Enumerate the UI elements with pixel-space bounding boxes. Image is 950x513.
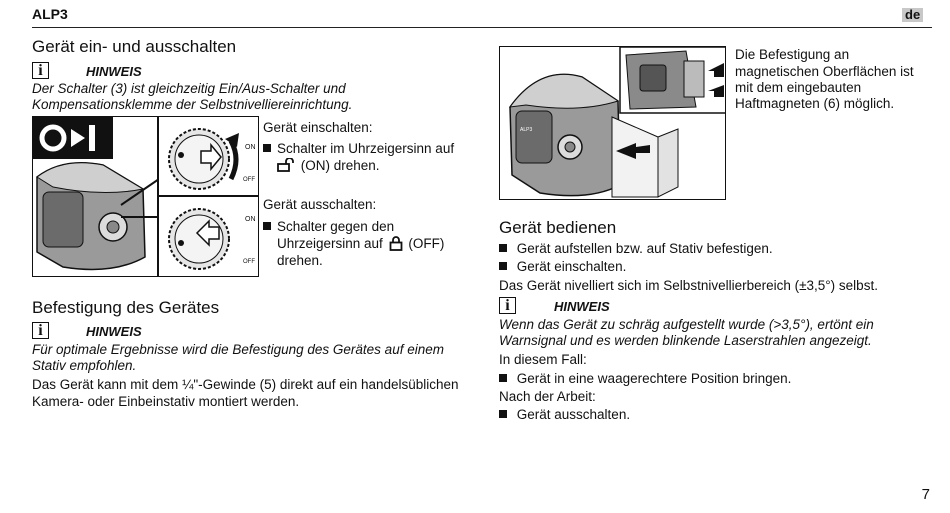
- bullet-icon: [499, 244, 507, 252]
- switch-off-step-cont: drehen.: [277, 253, 323, 268]
- magnet-text-line: Haftmagneten (6) möglich.: [735, 96, 895, 111]
- operation-step: Gerät ausschalten.: [499, 406, 630, 423]
- document-title: ALP3: [32, 6, 68, 22]
- hinweis-text-line: Kompensationsklemme der Selbstnivelliereinrichtung.: [32, 97, 353, 112]
- operation-text: In diesem Fall:: [499, 352, 587, 367]
- magnet-text-line: mit dem eingebauten: [735, 80, 862, 95]
- info-icon: i: [32, 62, 49, 79]
- language-badge: de: [902, 8, 923, 22]
- header-rule: [32, 27, 932, 28]
- info-icon: i: [32, 322, 49, 339]
- dial-off-label: OFF: [243, 177, 255, 183]
- dial-off-illustration: [158, 196, 259, 277]
- mounting-text-line: Kamera- oder Einbeinstativ montiert werden.: [32, 394, 300, 409]
- switch-on-step-cont: (ON) drehen.: [277, 157, 380, 174]
- section-title-operation: Gerät bedienen: [499, 218, 617, 237]
- switch-on-step: Schalter im Uhrzeigersinn auf: [263, 140, 454, 157]
- device-label: ALP3: [520, 127, 533, 133]
- mounting-text-line: Das Gerät kann mit dem ¼"-Gewinde (5) direkt auf ein handelsüblichen: [32, 377, 459, 392]
- info-icon: i: [499, 297, 516, 314]
- device-switch-illustration: [32, 116, 158, 277]
- hinweis-text-line: Stativ empfohlen.: [32, 358, 137, 373]
- dial-on-label: ON: [245, 216, 256, 223]
- page-number: 7: [921, 486, 930, 503]
- operation-step: Gerät aufstellen bzw. auf Stativ befestigen.: [499, 240, 773, 257]
- operation-step: Gerät einschalten.: [499, 258, 626, 275]
- hinweis-label: HINWEIS: [86, 324, 142, 339]
- magnet-text-line: magnetischen Oberflächen ist: [735, 64, 914, 79]
- dial-on-label: ON: [245, 144, 256, 151]
- lock-icon: [389, 236, 403, 251]
- hinweis-text-line: Für optimale Ergebnisse wird die Befestigung des Gerätes auf einem: [32, 342, 444, 357]
- bullet-icon: [499, 374, 507, 382]
- magnet-text-line: Die Befestigung an: [735, 47, 850, 62]
- section-title-switching: Gerät ein- und ausschalten: [32, 37, 237, 56]
- operation-step: Gerät in eine waagerechtere Position bringen.: [499, 370, 791, 387]
- switch-off-step: Schalter gegen den: [263, 218, 394, 235]
- hinweis-label: HINWEIS: [86, 64, 142, 79]
- switch-on-heading: Gerät einschalten:: [263, 120, 373, 135]
- hinweis-text-line: Wenn das Gerät zu schräg aufgestellt wurde (>3,5°), ertönt ein: [499, 317, 874, 332]
- dial-off-label: OFF: [243, 259, 255, 265]
- hinweis-label: HINWEIS: [554, 299, 610, 314]
- hinweis-text-line: Warnsignal und es werden blinkende Laserstrahlen angezeigt.: [499, 333, 872, 348]
- unlock-icon: [277, 158, 297, 172]
- switch-off-heading: Gerät ausschalten:: [263, 197, 377, 212]
- switch-off-step-cont: Uhrzeigersinn auf (OFF): [277, 236, 445, 251]
- dial-on-illustration: [158, 116, 259, 196]
- section-title-mounting: Befestigung des Gerätes: [32, 298, 220, 317]
- magnet-mount-illustration: [499, 46, 726, 200]
- bullet-icon: [263, 144, 271, 152]
- bullet-icon: [499, 262, 507, 270]
- bullet-icon: [263, 222, 271, 230]
- hinweis-text-line: Der Schalter (3) ist gleichzeitig Ein/Aus-Schalter und: [32, 81, 346, 96]
- operation-text: Nach der Arbeit:: [499, 389, 596, 404]
- operation-text: Das Gerät nivelliert sich im Selbstnivellierbereich (±3,5°) selbst.: [499, 278, 878, 293]
- bullet-icon: [499, 410, 507, 418]
